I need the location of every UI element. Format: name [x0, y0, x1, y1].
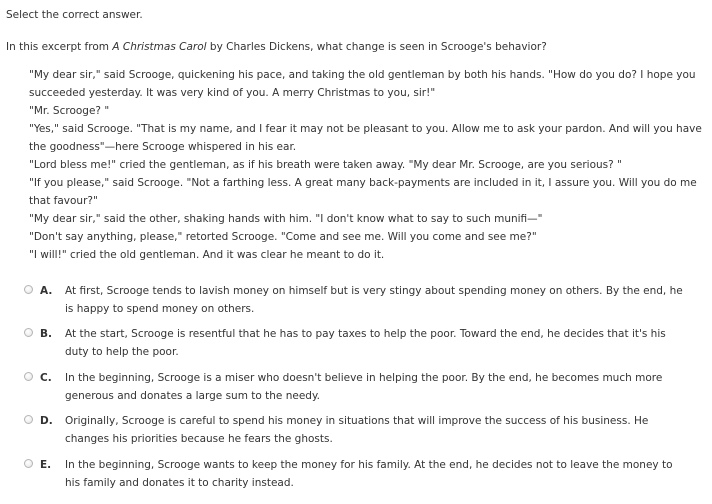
option-letter: E.: [40, 459, 52, 471]
work-title: A Christmas Carol: [112, 41, 207, 53]
question-suffix: by Charles Dickens, what change is seen in Scrooge's behavior?: [206, 41, 547, 53]
radio-button-b[interactable]: [24, 328, 33, 337]
option-letter: B.: [40, 328, 52, 340]
option-text: Originally, Scrooge is careful to spend his money in situations that will improve the success of his business. He changes his priorities because he fears the ghosts.: [65, 415, 649, 445]
radio-button-a[interactable]: [24, 285, 33, 294]
passage-paragraph: "My dear sir," said the other, shaking hands with him. "I don't know what to say to such munifi—": [29, 213, 543, 225]
excerpt-passage: [29, 66, 704, 264]
radio-button-c[interactable]: [24, 372, 33, 381]
option-text: At first, Scrooge tends to lavish money on himself but is very stingy about spending money on others. By the end, he is happy to spend money on others.: [65, 285, 683, 315]
passage-paragraph: "Mr. Scrooge? ": [29, 105, 110, 117]
option-letter: C.: [40, 372, 52, 384]
passage-paragraph: "Yes," said Scrooge. "That is my name, and I fear it may not be pleasant to you. Allow me to ask your pardon. And will you have the goodness"—here Scrooge whispered in his ear.: [29, 123, 702, 153]
passage-paragraph: "Lord bless me!" cried the gentleman, as if his breath were taken away. "My dear Mr. Scrooge, are you serious? ": [29, 159, 622, 171]
option-letter: A.: [40, 285, 53, 297]
question-prefix: In this excerpt from: [6, 41, 113, 53]
question-text: [6, 40, 547, 54]
passage-paragraph: "If you please," said Scrooge. "Not a farthing less. A great many back-payments are included in it, I assure you. Will you do me that favour?": [29, 177, 697, 207]
option-text: In the beginning, Scrooge is a miser who doesn't believe in helping the poor. By the end, he becomes much more generous and donates a large sum to the needy.: [65, 372, 663, 402]
passage-paragraph: "My dear sir," said Scrooge, quickening his pace, and taking the old gentleman by both his hands. "How do you do? I hope you succeeded yesterday. It was very kind of you. A merry Christmas to you, sir!": [29, 69, 696, 99]
passage-paragraph: "Don't say anything, please," retorted Scrooge. "Come and see me. Will you come and see me?": [29, 231, 537, 243]
passage-paragraph: "I will!" cried the old gentleman. And it was clear he meant to do it.: [29, 249, 385, 261]
radio-button-e[interactable]: [24, 459, 33, 468]
option-letter: D.: [40, 415, 53, 427]
radio-button-d[interactable]: [24, 415, 33, 424]
option-text: At the start, Scrooge is resentful that he has to pay taxes to help the poor. Toward the end, he decides that it's his duty to help the poor.: [65, 328, 666, 358]
instruction-text: Select the correct answer.: [6, 9, 143, 21]
option-text: In the beginning, Scrooge wants to keep the money for his family. At the end, he decides not to leave the money to his family and donates it to charity instead.: [65, 459, 673, 489]
